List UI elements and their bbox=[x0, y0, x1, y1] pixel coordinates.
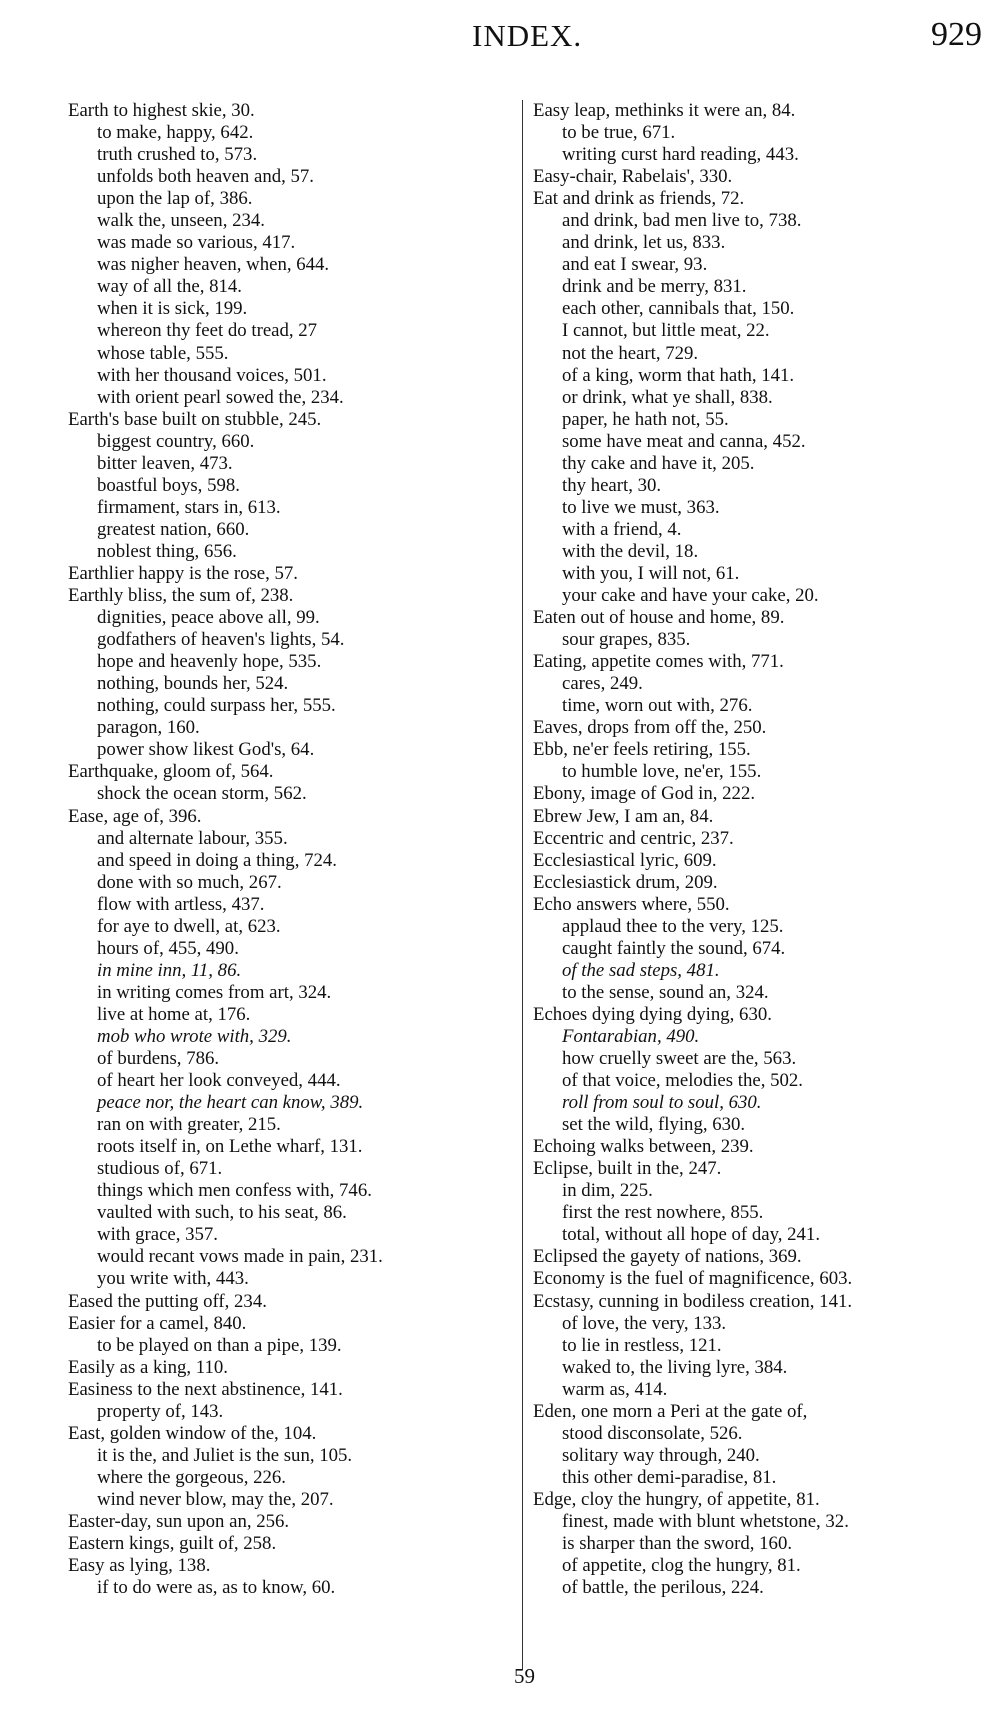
index-entry: Ebrew Jew, I am an, 84. bbox=[533, 805, 714, 827]
index-subentry: of heart her look conveyed, 444. bbox=[97, 1070, 341, 1092]
running-head-title: INDEX. bbox=[472, 18, 583, 53]
index-subentry: with you, I will not, 61. bbox=[562, 562, 740, 584]
index-subentry: this other demi-paradise, 81. bbox=[562, 1466, 777, 1488]
index-subentry: greatest nation, 660. bbox=[97, 518, 250, 540]
index-subentry: where the gorgeous, 226. bbox=[97, 1466, 286, 1488]
signature-number: 59 bbox=[514, 1664, 535, 1688]
index-subentry: first the rest nowhere, 855. bbox=[562, 1202, 764, 1224]
index-subentry: roots itself in, on Lethe wharf, 131. bbox=[97, 1136, 363, 1158]
index-subentry: stood disconsolate, 526. bbox=[562, 1422, 743, 1444]
index-entry: Eating, appetite comes with, 771. bbox=[533, 651, 784, 673]
index-subentry: thy heart, 30. bbox=[562, 474, 662, 496]
index-subentry: power show likest God's, 64. bbox=[97, 739, 315, 761]
index-subentry: applaud thee to the very, 125. bbox=[562, 915, 784, 937]
index-subentry: in writing comes from art, 324. bbox=[97, 981, 332, 1003]
index-subentry: done with so much, 267. bbox=[97, 871, 282, 893]
index-subentry: property of, 143. bbox=[97, 1400, 224, 1422]
index-subentry: with grace, 357. bbox=[97, 1224, 218, 1246]
index-subentry: to be true, 671. bbox=[562, 122, 676, 144]
index-subentry: waked to, the living lyre, 384. bbox=[562, 1356, 788, 1378]
index-subentry: of a king, worm that hath, 141. bbox=[562, 364, 795, 386]
index-subentry: to lie in restless, 121. bbox=[562, 1334, 722, 1356]
index-subentry: firmament, stars in, 613. bbox=[97, 496, 281, 518]
index-subentry: unfolds both heaven and, 57. bbox=[97, 166, 314, 188]
index-subentry: vaulted with such, to his seat, 86. bbox=[97, 1202, 347, 1224]
index-subentry: things which men confess with, 746. bbox=[97, 1180, 372, 1202]
index-subentry: your cake and have your cake, 20. bbox=[562, 585, 819, 607]
index-subentry: you write with, 443. bbox=[97, 1268, 249, 1290]
index-subentry: of appetite, clog the hungry, 81. bbox=[562, 1555, 801, 1577]
index-entry: Earth's base built on stubble, 245. bbox=[68, 408, 322, 430]
index-subentry: to live we must, 363. bbox=[562, 496, 720, 518]
index-subentry: cares, 249. bbox=[562, 673, 643, 695]
index-subentry: I cannot, but little meat, 22. bbox=[562, 320, 770, 342]
index-subentry: and speed in doing a thing, 724. bbox=[97, 849, 337, 871]
index-subentry: walk the, unseen, 234. bbox=[97, 210, 265, 232]
index-subentry: and drink, bad men live to, 738. bbox=[562, 210, 802, 232]
index-entry: Eat and drink as friends, 72. bbox=[533, 188, 745, 210]
index-entry: Earth to highest skie, 30. bbox=[68, 100, 255, 121]
index-subentry: upon the lap of, 386. bbox=[97, 188, 253, 210]
index-entry: Eastern kings, guilt of, 258. bbox=[68, 1533, 277, 1555]
index-entry: Echoes dying dying dying, 630. bbox=[533, 1003, 772, 1025]
index-subentry: nothing, could surpass her, 555. bbox=[97, 695, 336, 717]
index-subentry: hours of, 455, 490. bbox=[97, 937, 239, 959]
index-subentry: total, without all hope of day, 241. bbox=[562, 1224, 821, 1246]
index-subentry: solitary way through, 240. bbox=[562, 1444, 760, 1466]
index-subentry: and drink, let us, 833. bbox=[562, 232, 726, 254]
index-entry: Ecclesiastical lyric, 609. bbox=[533, 849, 717, 871]
index-subentry: boastful boys, 598. bbox=[97, 474, 240, 496]
index-subentry: set the wild, flying, 630. bbox=[562, 1114, 746, 1136]
index-subentry: in mine inn, 11, 86. bbox=[97, 959, 242, 981]
index-subentry: some have meat and canna, 452. bbox=[562, 430, 806, 452]
index-entry: Eased the putting off, 234. bbox=[68, 1290, 267, 1312]
index-subentry: to make, happy, 642. bbox=[97, 122, 254, 144]
page-number: 929 bbox=[931, 16, 982, 53]
index-subentry: is sharper than the sword, 160. bbox=[562, 1533, 793, 1555]
index-subentry: not the heart, 729. bbox=[562, 342, 699, 364]
index-subentry: flow with artless, 437. bbox=[97, 893, 265, 915]
index-entry: East, golden window of the, 104. bbox=[68, 1422, 317, 1444]
index-subentry: dignities, peace above all, 99. bbox=[97, 607, 320, 629]
index-subentry: finest, made with blunt whetstone, 32. bbox=[562, 1511, 849, 1532]
index-subentry: with orient pearl sowed the, 234. bbox=[97, 386, 344, 408]
index-entry: Easy as lying, 138. bbox=[68, 1555, 211, 1577]
index-subentry: way of all the, 814. bbox=[97, 276, 242, 298]
index-subentry: hope and heavenly hope, 535. bbox=[97, 651, 322, 673]
index-entry: Echoing walks between, 239. bbox=[533, 1136, 754, 1158]
index-subentry: Fontarabian, 490. bbox=[562, 1025, 700, 1047]
index-subentry: was nigher heaven, when, 644. bbox=[97, 254, 330, 276]
index-entry: Easy-chair, Rabelais', 330. bbox=[533, 166, 733, 188]
index-subentry: of burdens, 786. bbox=[97, 1048, 220, 1070]
index-subentry: shock the ocean storm, 562. bbox=[97, 783, 307, 805]
index-subentry: with a friend, 4. bbox=[562, 518, 682, 540]
index-subentry: of that voice, melodies the, 502. bbox=[562, 1070, 803, 1092]
index-entry: Edge, cloy the hungry, of appetite, 81. bbox=[533, 1488, 820, 1510]
index-entry: Eden, one morn a Peri at the gate of, bbox=[533, 1400, 808, 1422]
column-divider bbox=[522, 100, 523, 1670]
index-subentry: godfathers of heaven's lights, 54. bbox=[97, 629, 345, 651]
index-entry: Ebony, image of God in, 222. bbox=[533, 783, 756, 805]
index-subentry: wind never blow, may the, 207. bbox=[97, 1488, 334, 1510]
index-entry: Economy is the fuel of magnificence, 603. bbox=[533, 1268, 853, 1290]
index-subentry: drink and be merry, 831. bbox=[562, 276, 747, 298]
index-subentry: sour grapes, 835. bbox=[562, 629, 691, 651]
index-subentry: of love, the very, 133. bbox=[562, 1312, 727, 1334]
index-subentry: whereon thy feet do tread, 27 bbox=[97, 320, 318, 342]
index-subentry: peace nor, the heart can know, 389. bbox=[97, 1092, 364, 1114]
index-subentry: if to do were as, as to know, 60. bbox=[97, 1577, 336, 1599]
index-subentry: was made so various, 417. bbox=[97, 232, 296, 254]
index-subentry: whose table, 555. bbox=[97, 342, 229, 364]
index-subentry: to humble love, ne'er, 155. bbox=[562, 761, 762, 783]
index-subentry: in dim, 225. bbox=[562, 1180, 653, 1202]
index-subentry: thy cake and have it, 205. bbox=[562, 452, 755, 474]
index-subentry: of battle, the perilous, 224. bbox=[562, 1577, 764, 1599]
index-column-left bbox=[68, 100, 524, 1599]
index-subentry: studious of, 671. bbox=[97, 1158, 223, 1180]
index-subentry: noblest thing, 656. bbox=[97, 540, 237, 562]
index-subentry: paragon, 160. bbox=[97, 717, 200, 739]
index-subentry: bitter leaven, 473. bbox=[97, 452, 233, 474]
index-subentry: would recant vows made in pain, 231. bbox=[97, 1246, 383, 1268]
index-subentry: truth crushed to, 573. bbox=[97, 144, 258, 166]
index-subentry: each other, cannibals that, 150. bbox=[562, 298, 795, 320]
index-subentry: biggest country, 660. bbox=[97, 430, 255, 452]
index-entry: Earthquake, gloom of, 564. bbox=[68, 761, 274, 783]
index-entry: Ebb, ne'er feels retiring, 155. bbox=[533, 739, 751, 761]
index-subentry: for aye to dwell, at, 623. bbox=[97, 915, 281, 937]
index-subentry: roll from soul to soul, 630. bbox=[562, 1092, 762, 1114]
index-subentry: when it is sick, 199. bbox=[97, 298, 248, 320]
index-entry: Easy leap, methinks it were an, 84. bbox=[533, 100, 796, 121]
index-entry: Echo answers where, 550. bbox=[533, 893, 730, 915]
index-subentry: to the sense, sound an, 324. bbox=[562, 981, 769, 1003]
index-subentry: and alternate labour, 355. bbox=[97, 827, 288, 849]
index-subentry: of the sad steps, 481. bbox=[562, 959, 720, 981]
index-entry: Easier for a camel, 840. bbox=[68, 1312, 247, 1334]
index-entry: Ecclesiastick drum, 209. bbox=[533, 871, 718, 893]
index-entry: Eclipse, built in the, 247. bbox=[533, 1158, 722, 1180]
index-entry: Easiness to the next abstinence, 141. bbox=[68, 1378, 343, 1400]
index-entry: Earthlier happy is the rose, 57. bbox=[68, 562, 299, 584]
index-entry: Easily as a king, 110. bbox=[68, 1356, 228, 1378]
index-subentry: with the devil, 18. bbox=[562, 540, 699, 562]
index-entry: Eccentric and centric, 237. bbox=[533, 827, 734, 849]
index-subentry: or drink, what ye shall, 838. bbox=[562, 386, 773, 408]
index-entry: Eaten out of house and home, 89. bbox=[533, 607, 785, 629]
index-subentry: warm as, 414. bbox=[562, 1378, 668, 1400]
index-subentry: caught faintly the sound, 674. bbox=[562, 937, 786, 959]
index-subentry: and eat I swear, 93. bbox=[562, 254, 708, 276]
index-subentry: how cruelly sweet are the, 563. bbox=[562, 1048, 797, 1070]
index-entry: Eaves, drops from off the, 250. bbox=[533, 717, 767, 739]
index-subentry: paper, he hath not, 55. bbox=[562, 408, 729, 430]
index-entry: Earthly bliss, the sum of, 238. bbox=[68, 585, 294, 607]
index-entry: Eclipsed the gayety of nations, 369. bbox=[533, 1246, 802, 1268]
index-subentry: with her thousand voices, 501. bbox=[97, 364, 327, 386]
index-entry: Ecstasy, cunning in bodiless creation, 141. bbox=[533, 1290, 853, 1312]
index-subentry: writing curst hard reading, 443. bbox=[562, 144, 799, 166]
index-column-right bbox=[533, 100, 989, 1599]
index-subentry: it is the, and Juliet is the sun, 105. bbox=[97, 1444, 353, 1466]
index-entry: Easter-day, sun upon an, 256. bbox=[68, 1511, 290, 1532]
index-subentry: nothing, bounds her, 524. bbox=[97, 673, 289, 695]
index-subentry: time, worn out with, 276. bbox=[562, 695, 753, 717]
index-entry: Ease, age of, 396. bbox=[68, 805, 202, 827]
index-subentry: ran on with greater, 215. bbox=[97, 1114, 281, 1136]
index-subentry: mob who wrote with, 329. bbox=[97, 1025, 292, 1047]
index-subentry: to be played on than a pipe, 139. bbox=[97, 1334, 342, 1356]
index-subentry: live at home at, 176. bbox=[97, 1003, 251, 1025]
